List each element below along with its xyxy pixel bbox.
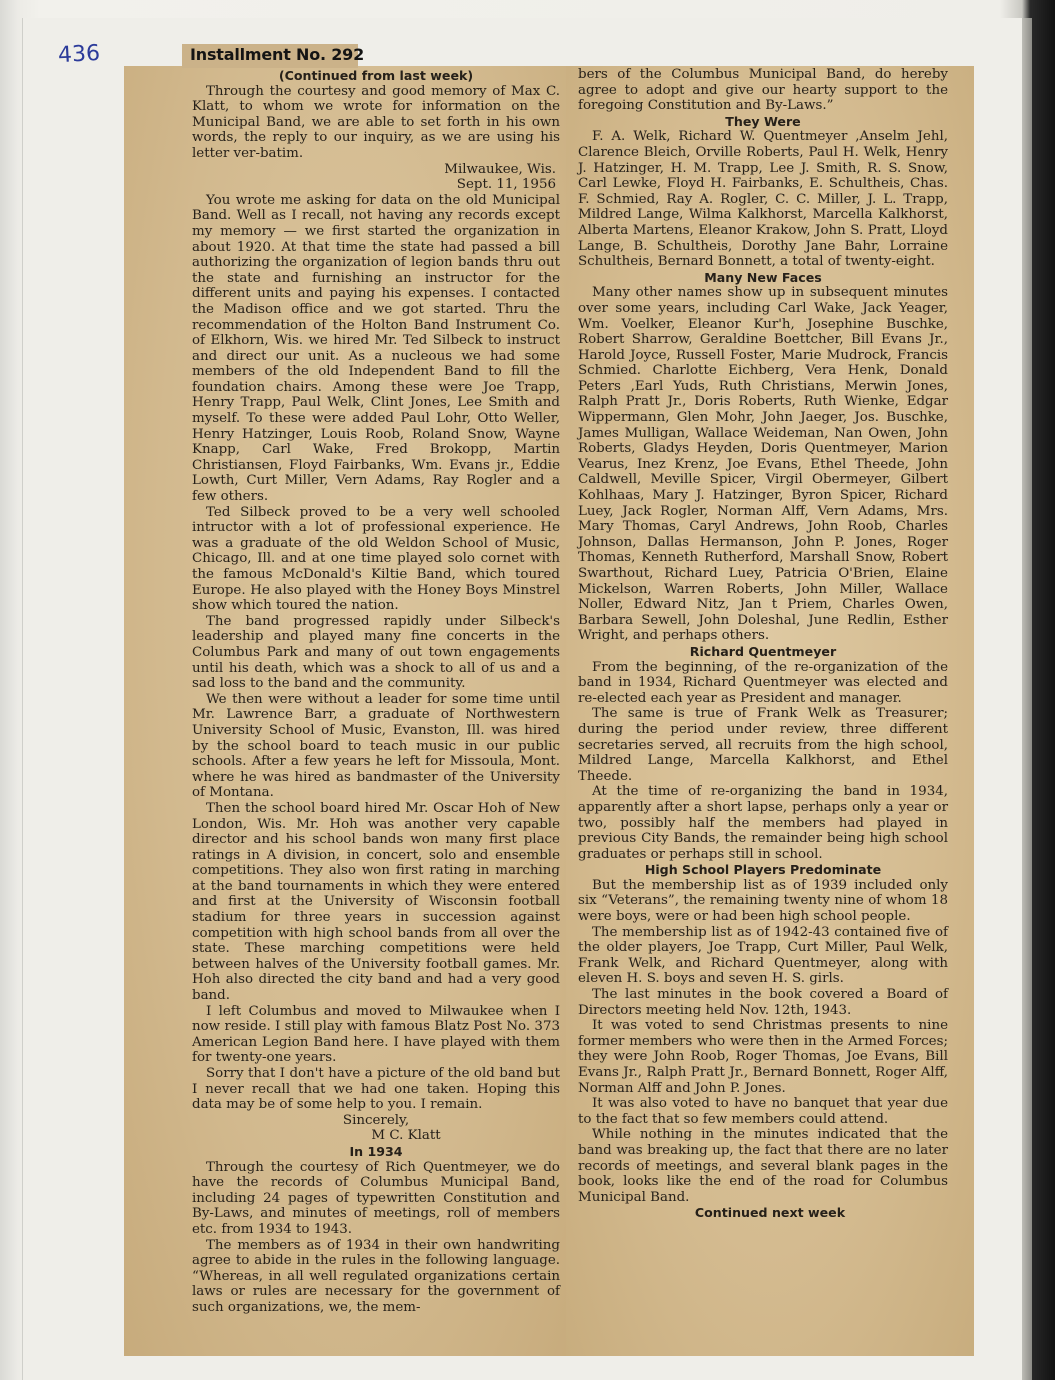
paragraph: The band progressed rapidly under Silbeck's leadership and played many fine concerts in the Columbus Park and many of out town engagements until his death, which was a shock to all of us and a sad loss to the band and the community.	[192, 613, 560, 692]
paragraph: Through the courtesy of Rich Quentmeyer, we do have the records of Columbus Municipal Band, including 24 pages of typewritten Constitution and By-Laws, and minutes of meetings, roll of members etc. from 1934 to 1943.	[192, 1159, 560, 1237]
continued-next-note: Continued next week	[694, 1205, 846, 1221]
page-number: 436	[57, 40, 101, 69]
continued-note: (Continued from last week)	[278, 68, 474, 83]
paragraph: Sorry that I don't have a picture of the old band but I never recall that we had one taken. Hoping this data may be of some help to you. I remain.	[192, 1066, 560, 1113]
installment-title: Installment No. 292	[190, 45, 365, 64]
paragraph: We then were without a leader for some time until Mr. Lawrence Barr, a graduate of Northwestern University School of Music, Evanston, Ill. was hired by the school board to teach music in our public schools. After a few years he left for Missoula, Mont. where he was hired as bandmaster of the University of Montana.	[192, 691, 560, 801]
paragraph: But the membership list as of 1939 included only six “Veterans”, the remaining twenty nine of whom 18 were boys, were or had been high school people.	[578, 877, 948, 925]
letter-place: Milwaukee, Wis.	[444, 161, 556, 177]
paragraph: It was also voted to have no banquet that year due to the fact that so few members could attend.	[578, 1096, 948, 1127]
section-heading: Richard Quentmeyer	[689, 643, 837, 659]
paragraph: Many other names show up in subsequent minutes over some years, including Carl Wake, Jack Yeager, Wm. Voelker, Eleanor Kur'h, Josephine Buschke, Robert Sharrow, Geraldine Boettcher, Bill Evans Jr., Harold Joyce, Russell Foster, Marie Mudrock, Francis Schmied. Charlotte Eichberg, Vera Henk, Donald Peters ,Earl Yuds, Ruth Christians, Merwin Jones, Ralph Pratt Jr., Doris Roberts, Ruth Wienke, Edgar Wippermann, Glen Mohr, John Jaeger, Jos. Buschke, James Mulligan, Wallace Weideman, Nan Owen, John Roberts, Gladys Heyden, Doris Quentmeyer, Marion Vearus, Inez Krenz, Joe Evans, Ethel Theede, John Caldwell, Meville Spicer, Virgil Obermeyer, Gilbert Kohlhaas, Mary J. Hatzinger, Byron Spicer, Richard Luey, Jack Rogler, Norman Alff, Vern Adams, Mrs. Mary Thomas, Caryl Andrews, John Roob, Charles Johnson, Dallas Hermanson, John P. Jones, Roger Thomas, Kenneth Rutherford, Marshall Snow, Robert Swarthout, Richard Luey, Patricia O'Brien, Elaine Mickelson, Warren Roberts, John Miller, Wallace Noller, Edward Nitz, Jan t Priem, Charles Owen, Barbara Sewell, John Doleshal, June Redlin, Esther Wright, and perhaps others.	[578, 285, 948, 644]
paragraph: The members as of 1934 in their own handwriting agree to abide in the rules in the following language. “Whereas, in all well regulated organizations certain laws or rules are necessary for the government of such organizations, we, the mem-	[192, 1237, 560, 1315]
section-heading: Many New Faces	[704, 269, 822, 285]
paragraph: While nothing in the minutes indicated that the band was breaking up, the fact that there are no later records of meetings, and several blank pages in the book, looks like the end of the road for Columbus Municipal Band.	[578, 1127, 948, 1205]
paragraph: The last minutes in the book covered a Board of Directors meeting held Nov. 12th, 1943.	[578, 987, 948, 1018]
paragraph: The membership list as of 1942-43 contained five of the older players, Joe Trapp, Curt Miller, Paul Welk, Frank Welk, and Richard Quentmeyer, along with eleven H. S. boys and seven H. S. girls.	[578, 924, 948, 987]
article-column-right	[578, 67, 948, 1221]
letter-date: Sept. 11, 1956	[456, 177, 556, 193]
letter-closing: Sincerely,	[342, 1112, 410, 1128]
paragraph: I left Columbus and moved to Milwaukee when I now reside. I still play with famous Blatz Post No. 373 American Legion Band here. I have played with them for twenty-one years.	[192, 1003, 560, 1066]
paragraph: From the beginning, of the re-organization of the band in 1934, Richard Quentmeyer was elected and re-elected each year as President and manager.	[578, 659, 948, 706]
paragraph: The same is true of Frank Welk as Treasurer; during the period under review, three different secretaries served, all recruits from the high school, Mildred Lange, Marcella Kalkhorst, and Ethel Theede.	[578, 706, 948, 784]
section-heading: High School Players Predominate	[644, 862, 882, 878]
paragraph: bers of the Columbus Municipal Band, do hereby agree to adopt and give our hearty support to the foregoing Constitution and By-Laws.”	[578, 67, 948, 114]
letter-signature: M C. Klatt	[371, 1128, 441, 1144]
intro-paragraph: Through the courtesy and good memory of Max C. Klatt, to whom we wrote for information on the Municipal Band, we are able to set forth in his own words, the reply to our inquiry, as we are using his letter ver-batim.	[192, 83, 560, 161]
section-heading: They Were	[725, 113, 801, 129]
paragraph: It was voted to send Christmas presents to nine former members who were then in the Armed Forces; they were John Roob, Roger Thomas, Joe Evans, Bill Evans Jr., Ralph Pratt Jr., Bernard Bonnett, Roger Alff, Norman Alff and John P. Jones.	[578, 1018, 948, 1096]
paragraph: At the time of re-organizing the band in 1934, apparently after a short lapse, perhaps only a year or two, possibly half the members had played in previous City Bands, the remainder being high school graduates or perhaps still in school.	[578, 784, 948, 862]
section-heading: In 1934	[349, 1143, 403, 1159]
paragraph: You wrote me asking for data on the old Municipal Band. Well as I recall, not having any records except my memory — we first started the organization in about 1920. At that time the state had passed a bill authorizing the organization of legion bands thru out the state and furnishing an instructor for the different units and paying his expenses. I contacted the Madison office and we got started. Thru the recommendation of the Holton Band Instrument Co. of Elkhorn, Wis. we hired Mr. Ted Silbeck to instruct and direct our unit. As a nucleous we had some members of the old Independent Band to fill the foundation chairs. Among these were Joe Trapp, Henry Trapp, Paul Welk, Clint Jones, Lee Smith and myself. To these were added Paul Lohr, Otto Weller, Henry Hatzinger, Louis Roob, Roland Snow, Wayne Knapp, Carl Wake, Fred Brokopp, Martin Christiansen, Floyd Fairbanks, Wm. Evans jr., Eddie Lowth, Curt Miller, Vern Adams, Ray Rogler and a few others.	[192, 192, 560, 505]
paragraph: F. A. Welk, Richard W. Quentmeyer ,Anselm Jehl, Clarence Bleich, Orville Roberts, Paul H. Welk, Henry J. Hatzinger, H. M. Trapp, Lee J. Smith, R. S. Snow, Carl Lewke, Floyd H. Fairbanks, E. Schultheis, Chas. F. Schmied, Ray A. Rogler, C. C. Miller, J. L. Trapp, Mildred Lange, Wilma Kalkhorst, Marcella Kalkhorst, Alberta Martens, Eleanor Krakow, John S. Pratt, Lloyd Lange, B. Schultheis, Dorothy Jane Bahr, Lorraine Schultheis, Bernard Bonnett, a total of twenty-eight.	[578, 129, 948, 270]
page-edge	[1022, 18, 1032, 1380]
paragraph: Then the school board hired Mr. Oscar Hoh of New London, Wis. Mr. Hoh was another very capable director and his school bands won many first place ratings in A division, in concert, solo and ensemble competitions. They also won first rating in marching at the band tournaments in which they were entered and first at the University of Wisconsin football stadium for three years in succession against competition with high school bands from all over the state. These marching competitions were held between halves of the University football games. Mr. Hoh also directed the city band and had a very good band.	[192, 800, 560, 1004]
article-column-left	[192, 68, 560, 1316]
paragraph: Ted Silbeck proved to be a very well schooled intructor with a lot of professional experience. He was a graduate of the old Weldon School of Music, Chicago, Ill. and at one time played solo cornet with the famous McDonald's Kiltie Band, which toured Europe. He also played with the Honey Boys Minstrel show which toured the nation.	[192, 504, 560, 614]
